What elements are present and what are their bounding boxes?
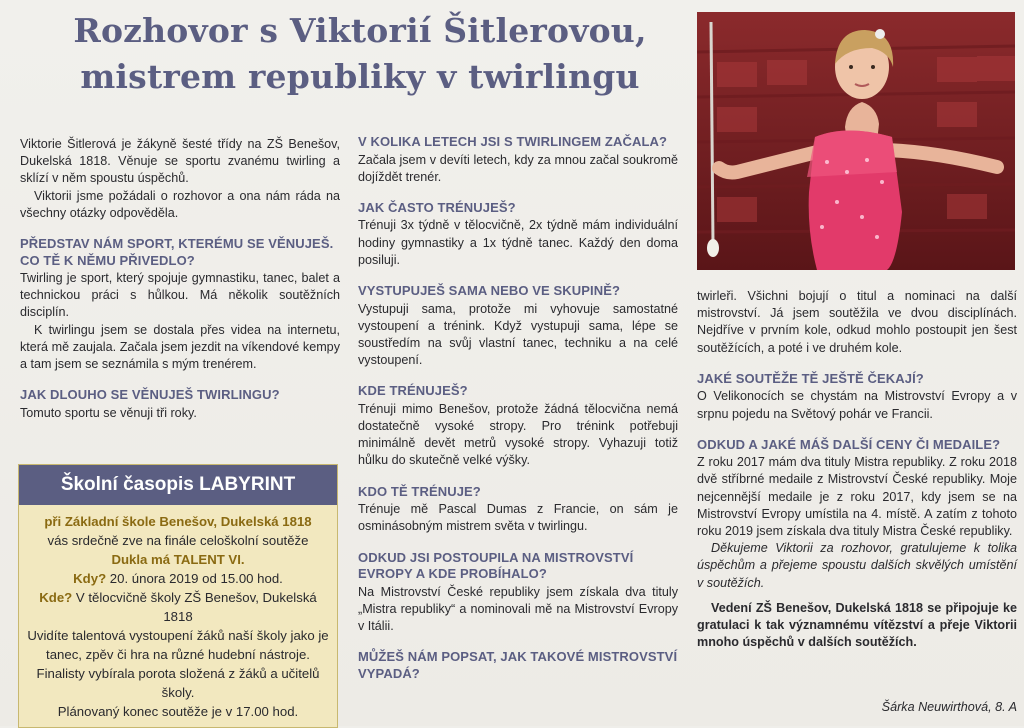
answer-paragraph: Vystupuji sama, protože mi vyhovuje samostatné vystoupení a trénink. Když vystupuji sama, lépe se soustředím na svůj vlastní tanec, techniku a na celé vystoupení. [358, 301, 678, 368]
answer-paragraph: Twirling je sport, který spojuje gymnastiku, tanec, balet a technickou práci s hůlkou. Má několik soutěžních disciplín. [20, 271, 340, 320]
intro-paragraph-2: Viktorii jsme požádali o rozhovor a ona nám ráda na všechny otázky odpověděla. [20, 188, 340, 220]
answer-paragraph: Trénuje mě Pascal Dumas z Francie, on sám je osminásobným mistrem světa v twirlingu. [358, 502, 678, 534]
answer-paragraph: twirleři. Všichni bojují o titul a nominaci na další mistrovství. Já jsem soutěžila ve dvou disciplínách. Nejdříve v prvním kole, odkud mohlo postoupit jen šest soutěžících, a poté i ve druhém kole. [697, 289, 1017, 355]
question-heading: KDO TĚ TRÉNUJE? [358, 483, 481, 499]
box-description: Uvidíte talentová vystoupení žáků naší školy jako je tanec, zpěv či hra na různé hudební nástroje. Finalisty vybírala porota složená z žáků a učitelů školy. [27, 628, 329, 700]
box-when-value: 20. února 2019 od 15.00 hod. [106, 571, 283, 586]
question-heading: VYSTUPUJEŠ SAMA NEBO VE SKUPINĚ? [358, 283, 621, 299]
intro-paragraph-1: Viktorie Šitlerová je žákyně šesté třídy na ZŠ Benešov, Dukelská 1818. Věnuje se sportu zvanému twirling a sklízí v něm spoustu úspěchů. [20, 137, 340, 186]
headline-line2: mistrem republiky v twirlingu [80, 57, 640, 96]
question-heading: JAK ČASTO TRÉNUJEŠ? [358, 199, 516, 215]
headline [40, 8, 680, 100]
answer-paragraph: Trénuji mimo Benešov, protože žádná tělocvična nemá dostatečně vysoké stropy. Pro trénink potřebuji minimálně devět metrů vysoké stropy. Vyhazuji totiž hůlku do skutečně velké výšky. [358, 401, 678, 468]
gymnast-photo-icon [697, 12, 1015, 270]
box-where-label: Kde? [39, 590, 73, 605]
labyrint-invitation-box [18, 464, 338, 728]
question-heading: ODKUD A JAKÉ MÁŠ DALŠÍ CENY ČI MEDAILE? [697, 436, 1001, 452]
box-event-name: Dukla má TALENT VI. [111, 552, 245, 567]
article-column-2 [358, 134, 678, 683]
box-end-time: Plánovaný konec soutěže je v 17.00 hod. [57, 704, 299, 719]
congrats-paragraph: Vedení ZŠ Benešov, Dukelská 1818 se připojuje ke gratulaci k tak významnému vítězství a přeje Viktorii mnoho úspěchů v dalších soutěžích. [697, 600, 1017, 650]
gymnast-photo [697, 12, 1015, 270]
answer-paragraph: O Velikonocích se chystám na Mistrovství Evropy a v srpnu pojedu na Světový pohár ve Francii. [697, 389, 1017, 421]
question-heading: JAKÉ SOUTĚŽE TĚ JEŠTĚ ČEKAJÍ? [697, 370, 924, 386]
box-title: Školní časopis LABYRINT [19, 465, 337, 505]
box-invite-line: vás srdečně zve na finále celoškolní soutěže [47, 533, 309, 548]
answer-paragraph: Trénuji 3x týdně v tělocvičně, 2x týdně mám individuální hodiny gymnastiky a 1x týdně tanec. Každý den doma posiluji. [358, 218, 678, 267]
article-column-1 [20, 136, 340, 422]
thanks-paragraph: Děkujeme Viktorii za rozhovor, gratulujeme k tolika úspěchům a přejeme spoustu dalších skvělých umístění v soutěžích. [697, 541, 1017, 590]
answer-paragraph: Začala jsem v devíti letech, kdy za mnou začal soukromě dojíždět trenér. [358, 152, 678, 184]
author-signature: Šárka Neuwirthová, 8. A [881, 700, 1017, 714]
question-heading: KDE TRÉNUJEŠ? [358, 383, 468, 399]
answer-paragraph: K twirlingu jsem se dostala přes videa na internetu, která mě zaujala. Začala jsem jezdit na víkendové kempy a tam jsem se seznámila s mým trenérem. [20, 322, 340, 372]
box-school-line: při Základní škole Benešov, Dukelská 1818 [44, 514, 312, 529]
answer-paragraph: Tomuto sportu se věnuji tři roky. [20, 405, 197, 420]
article-column-3 [697, 288, 1017, 651]
question-heading: JAK DLOUHO SE VĚNUJEŠ TWIRLINGU? [20, 387, 280, 403]
question-heading: ODKUD JSI POSTOUPILA NA MISTROVSTVÍ EVROPY A KDE PROBÍHALO? [358, 549, 634, 582]
question-heading: PŘEDSTAV NÁM SPORT, KTERÉMU SE VĚNUJEŠ. CO TĚ K NĚMU PŘIVEDLO? [20, 236, 334, 268]
question-heading: V KOLIKA LETECH JSI S TWIRLINGEM ZAČALA? [358, 134, 668, 149]
box-body [19, 505, 337, 721]
headline-line1: Rozhovor s Viktorií Šitlerovou, [73, 11, 647, 50]
answer-paragraph: Na Mistrovství České republiky jsem získala dva tituly „Mistra republiky“ a nominovali mě na Mistrovství Evropy v Itálii. [358, 584, 678, 633]
box-when-label: Kdy? [73, 571, 107, 586]
box-when [27, 569, 329, 588]
box-where [27, 588, 329, 626]
box-where-value: V tělocvičně školy ZŠ Benešov, Dukelská 1818 [72, 590, 317, 624]
answer-paragraph: Z roku 2017 mám dva tituly Mistra republiky. Z roku 2018 dvě stříbrné medaile z Mistrovství České republiky. Moje nejcennější medaile je z roku 2017, kdy jsem se na Mistrovství Evropy umístila na 4. místě. A zatím z tohoto roku 2019 jsem získala dva tituly Mistra České republiky. [697, 455, 1017, 539]
question-heading: MŮŽEŠ NÁM POPSAT, JAK TAKOVÉ MISTROVSTVÍ VYPADÁ? [358, 649, 678, 681]
